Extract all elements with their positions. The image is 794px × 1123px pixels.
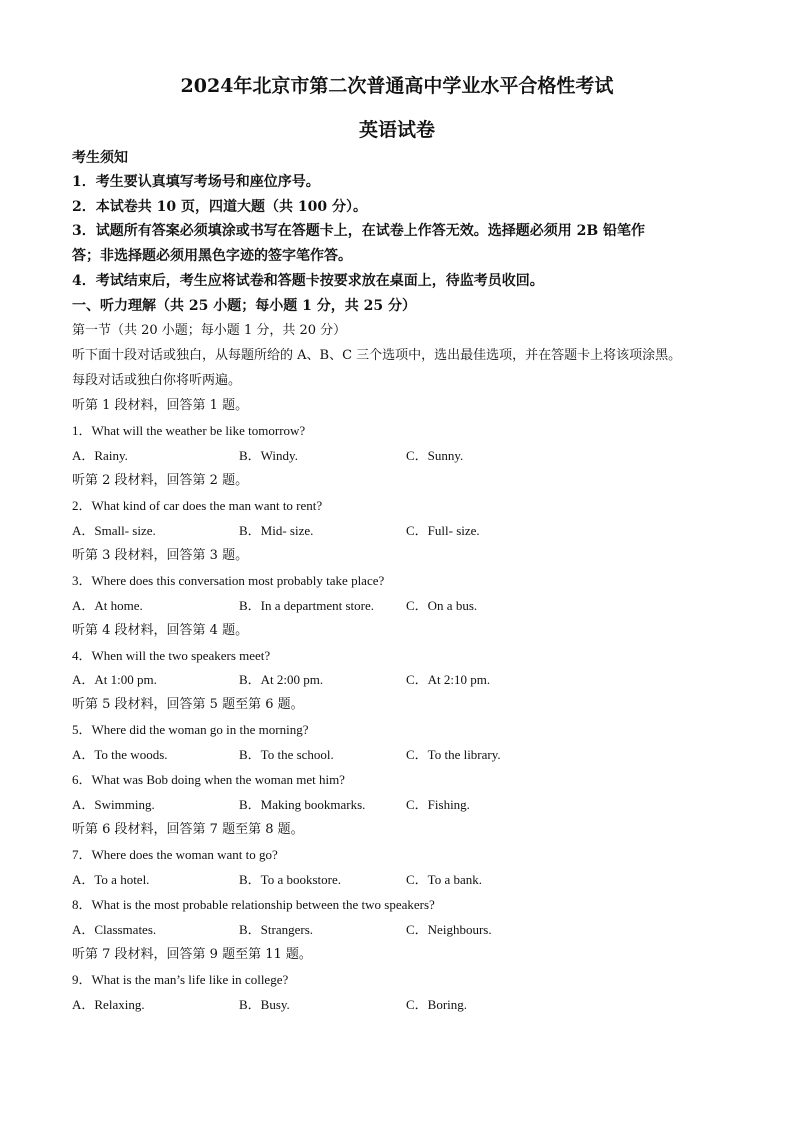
material-label: 听第 6 段材料，回答第 7 题至第 8 题。 (72, 822, 304, 837)
option-b: B．To the school. (239, 747, 334, 762)
option-b: B．Making bookmarks. (239, 797, 366, 812)
option-a: A．To a hotel. (72, 872, 150, 887)
question-stem: 1．What will the weather be like tomorrow? (72, 423, 306, 438)
material-label: 听第 5 段材料，回答第 5 题至第 6 题。 (72, 697, 304, 712)
option-c: C．Neighbours. (406, 922, 492, 937)
notice-item-1: 1．考生要认真填写考场号和座位序号。 (72, 174, 320, 190)
option-c: C．Fishing. (406, 797, 470, 812)
option-a: A．Rainy. (72, 448, 128, 463)
question-stem: 6．What was Bob doing when the woman met him? (72, 772, 345, 787)
question-stem: 5．Where did the woman go in the morning? (72, 722, 309, 737)
notice-item-3-cont: 答；非选择题必须用黑色字迹的签字笔作答。 (72, 248, 352, 264)
notice-item-2: 2．本试卷共 10 页，四道大题（共 100 分）。 (72, 199, 367, 215)
option-a: A．Swimming. (72, 797, 155, 812)
material-label: 听第 4 段材料，回答第 4 题。 (72, 623, 249, 638)
option-c: C．To a bank. (406, 872, 482, 887)
option-c: C．Sunny. (406, 448, 464, 463)
material-label: 听第 7 段材料，回答第 9 题至第 11 题。 (72, 947, 312, 962)
option-c: C．At 2:10 pm. (406, 672, 491, 687)
question-stem: 4．When will the two speakers meet? (72, 648, 271, 663)
notice-item-3: 3．试题所有答案必须填涂或书写在答题卡上，在试卷上作答无效。选择题必须用 2B 铅笔作 (72, 223, 646, 239)
option-b: B．Windy. (239, 448, 298, 463)
option-a: A．To the woods. (72, 747, 168, 762)
option-a: A．Classmates. (72, 922, 157, 937)
section-heading: 一、听力理解（共 25 小题；每小题 1 分，共 25 分） (72, 298, 416, 314)
instruction-line-1: 听下面十段对话或独白，从每题所给的 A、B、C 三个选项中，选出最佳选项，并在答题卡上将该项涂黑。 (72, 348, 682, 363)
option-c: C．Boring. (406, 997, 468, 1012)
option-b: B．Busy. (239, 997, 290, 1012)
option-a: A．At home. (72, 598, 143, 613)
option-a: A．Small- size. (72, 523, 156, 538)
option-b: B．To a bookstore. (239, 872, 341, 887)
question-stem: 2．What kind of car does the man want to rent? (72, 498, 323, 513)
notice-item-4: 4．考试结束后，考生应将试卷和答题卡按要求放在桌面上，待监考员收回。 (72, 273, 544, 289)
question-stem: 9．What is the man’s life like in college? (72, 972, 289, 987)
option-c: C．Full- size. (406, 523, 480, 538)
option-a: A．Relaxing. (72, 997, 145, 1012)
page-subtitle: 英语试卷 (358, 119, 435, 141)
option-a: A．At 1:00 pm. (72, 672, 157, 687)
page-title: 2024年北京市第二次普通高中学业水平合格性考试 (180, 75, 614, 97)
option-c: C．On a bus. (406, 598, 478, 613)
notice-heading: 考生须知 (72, 150, 128, 166)
option-b: B．At 2:00 pm. (239, 672, 324, 687)
material-label: 听第 2 段材料，回答第 2 题。 (72, 473, 249, 488)
question-stem: 7．Where does the woman want to go? (72, 847, 278, 862)
part-heading: 第一节（共 20 小题；每小题 1 分，共 20 分） (72, 323, 347, 338)
question-stem: 8．What is the most probable relationship between the two speakers? (72, 897, 435, 912)
option-b: B．In a department store. (239, 598, 375, 613)
question-stem: 3．Where does this conversation most probably take place? (72, 573, 385, 588)
option-b: B．Strangers. (239, 922, 314, 937)
instruction-line-2: 每段对话或独白你将听两遍。 (72, 373, 242, 388)
option-c: C．To the library. (406, 747, 501, 762)
material-label: 听第 1 段材料，回答第 1 题。 (72, 398, 249, 413)
option-b: B．Mid- size. (239, 523, 314, 538)
material-label: 听第 3 段材料，回答第 3 题。 (72, 548, 249, 563)
